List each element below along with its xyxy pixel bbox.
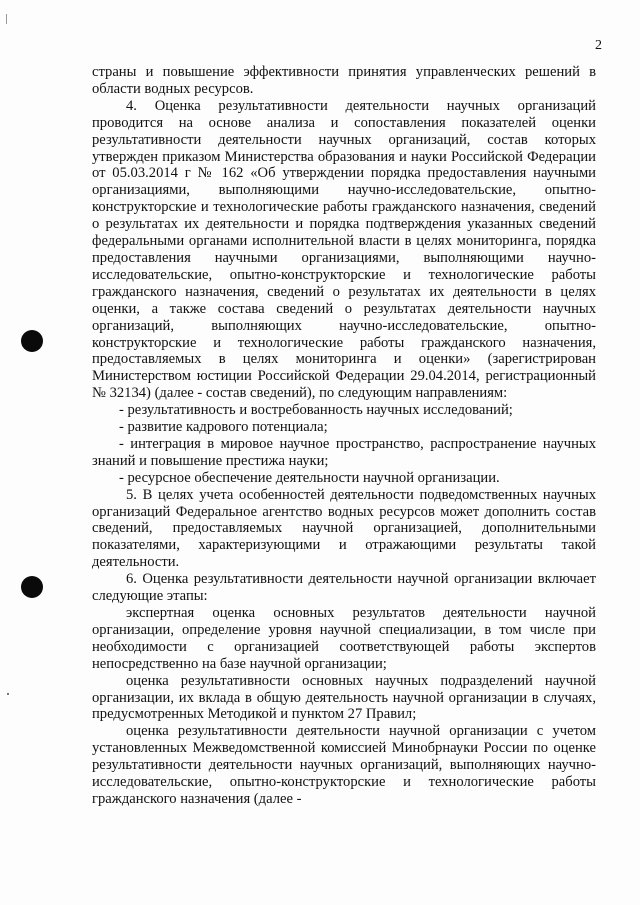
scan-edge-mark	[6, 14, 7, 24]
page-number: 2	[595, 38, 602, 53]
paragraph-continuation: страны и повышение эффективности принятия управленческих решений в области водных ресурсов.	[92, 64, 596, 97]
punch-hole	[21, 330, 43, 352]
stage-paragraph: экспертная оценка основных результатов деятельности научной организации, определение уровня научной специализации, в том числе при необходимости с организацией соответствующей работы экспертов непосредственно на базе научной организации;	[92, 605, 596, 672]
list-item: - результативность и востребованность научных исследований;	[119, 402, 513, 419]
stage-paragraph: оценка результативности деятельности научной организации с учетом установленных Межведомственной комиссией Минобрнауки России по оценке результативности деятельности научных организаций, выполняющих научно-исследовательские, опытно-конструкторские и технологические работы гражданского назначения (далее -	[92, 723, 596, 807]
paragraph-item-4: 4. Оценка результативности деятельности научных организаций проводится на основе анализа и сопоставления показателей оценки результативности деятельности научных организаций, состав которых утвержден приказом Министерства образования и науки Российской Федерации от 05.03.2014 г № 162 «Об утверждении порядка предоставления научными организациями, выполняющими научно-исследовательские, опытно-конструкторские и технологические работы гражданского назначения, сведений о результатах их деятельности и порядка подтверждения указанных сведений федеральными органами исполнительной власти в целях мониторинга, порядка предоставления научными организациями, выполняющими научно-исследовательские, опытно-конструкторские и технологические работы гражданского назначения, сведений о результатах их деятельности в целях оценки, а также состава сведений о результатах деятельности научных организаций, выполняющих научно-исследовательские, опытно-конструкторские и технологические работы гражданского назначения, предоставляемых в целях мониторинга и оценки» (зарегистрирован Министерством юстиции Российской Федерации 29.04.2014, регистрационный № 32134) (далее - состав сведений), по следующим направлениям:	[92, 97, 596, 402]
paragraph-item-6: 6. Оценка результативности деятельности научной организации включает следующие этапы:	[92, 571, 596, 605]
document-body	[92, 64, 596, 808]
list-item: - ресурсное обеспечение деятельности научной организации.	[119, 469, 500, 486]
list-item: - развитие кадрового потенциала;	[119, 419, 328, 436]
list-item: - интеграция в мировое научное пространство, распространение научных знаний и повышение престижа науки;	[92, 435, 596, 469]
stage-paragraph: оценка результативности основных научных подразделений научной организации, их вклада в общую деятельность научной организации в случаях, предусмотренных Методикой и пунктом 27 Правил;	[92, 672, 596, 723]
punch-hole	[21, 576, 43, 598]
paragraph-item-5: 5. В целях учета особенностей деятельности подведомственных научных организаций Федеральное агентство водных ресурсов может дополнить состав сведений, предоставляемых научной организацией, дополнительными показателями, характеризующими и отражающими результаты такой деятельности.	[92, 486, 596, 571]
scan-speck	[7, 693, 9, 695]
